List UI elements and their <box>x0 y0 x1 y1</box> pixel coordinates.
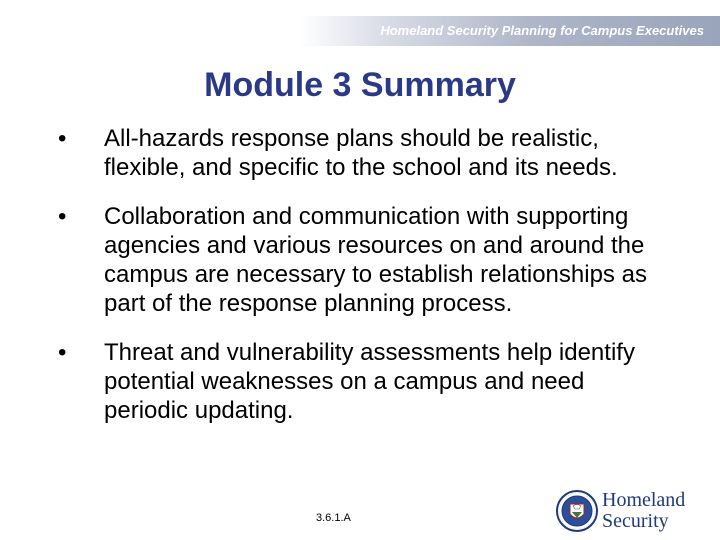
page-number: 3.6.1.A <box>316 512 351 524</box>
dhs-logo <box>556 488 716 534</box>
bullet-text: All-hazards response plans should be realistic, flexible, and specific to the school and its needs. <box>104 125 618 181</box>
dhs-seal-icon <box>556 490 598 532</box>
logo-text-homeland: Homeland <box>602 489 686 511</box>
bullet-item <box>0 202 720 318</box>
page-title: Module 3 Summary <box>204 66 516 104</box>
bullet-text: Collaboration and communication with supporting agencies and various resources on and around the campus are necessary to establish relationships as part of the response planning process. <box>104 203 647 317</box>
bullet-item <box>0 124 720 182</box>
bullet-marker: • <box>58 125 67 152</box>
logo-text-security: Security <box>602 510 669 532</box>
bullet-marker: • <box>58 203 67 230</box>
bullet-list <box>0 124 720 445</box>
bullet-marker: • <box>58 339 67 366</box>
header-band <box>300 16 720 46</box>
bullet-text: Threat and vulnerability assessments help identify potential weaknesses on a campus and need periodic updating. <box>104 339 635 424</box>
header-title: Homeland Security Planning for Campus Executives <box>380 23 704 38</box>
bullet-item <box>0 338 720 425</box>
